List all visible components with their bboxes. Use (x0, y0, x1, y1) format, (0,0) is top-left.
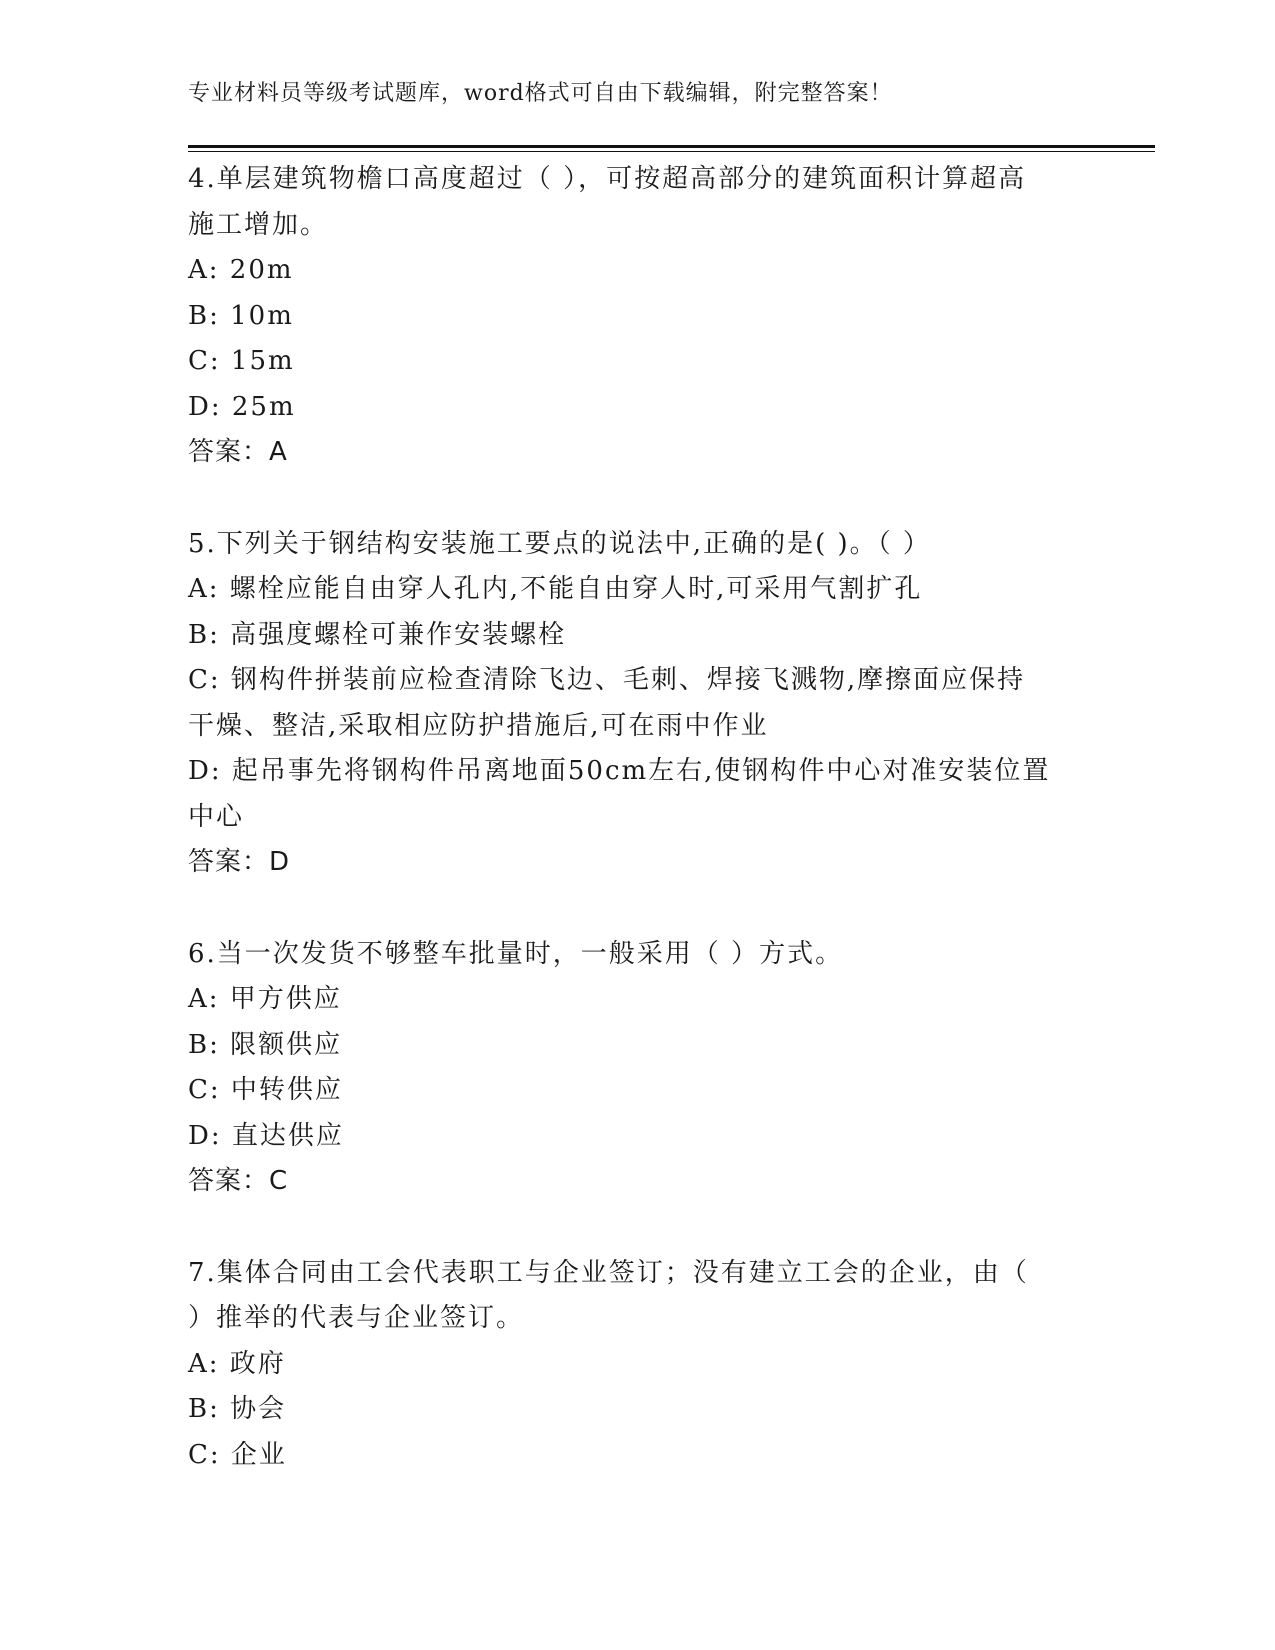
option-d: D: 起吊事先将钢构件吊离地面50cm左右,使钢构件中心对准安装位置 (188, 756, 1051, 786)
question-list (188, 157, 1088, 1524)
question-stem-continued: ）推举的代表与企业签订。 (188, 1303, 525, 1333)
answer-label: 答案：A (188, 437, 288, 467)
option-b: B: 10m (188, 300, 294, 331)
question-stem: 5.下列关于钢结构安装施工要点的说法中,正确的是( )。（ ） (188, 528, 931, 559)
option-d-continued: 中心 (188, 801, 245, 832)
option-c: C: 钢构件拼装前应检查清除飞边、毛刺、焊接飞溅物,摩擦面应保持 (188, 665, 1026, 695)
answer-label: 答案：C (188, 1166, 289, 1196)
option-d: D: 直达供应 (188, 1120, 344, 1151)
option-c: C: 中转供应 (188, 1075, 343, 1105)
question-stem: 6.当一次发货不够整车批量时，一般采用（ ）方式。 (188, 938, 844, 969)
option-a: A: 政府 (188, 1348, 286, 1379)
question-stem: 7.集体合同由工会代表职工与企业签订；没有建立工会的企业，由（ (188, 1257, 1029, 1288)
header-rule-thick (188, 145, 1155, 148)
option-b: B: 协会 (188, 1394, 287, 1424)
option-a: A: 20m (188, 255, 294, 285)
header-rule-thin (188, 151, 1155, 152)
question-7 (188, 1251, 1088, 1479)
question-stem: 4.单层建筑物檐口高度超过（ ），可按超高部分的建筑面积计算超高 (188, 164, 1027, 194)
option-c: C: 15m (188, 346, 295, 376)
answer-label: 答案：D (188, 847, 291, 877)
question-stem-continued: 施工增加。 (188, 209, 329, 240)
question-5 (188, 522, 1088, 886)
page-header-text: 专业材料员等级考试题库，word格式可自由下载编辑，附完整答案！ (188, 81, 893, 106)
option-a: A: 螺栓应能自由穿人孔内,不能自由穿人时,可采用气割扩孔 (188, 574, 923, 604)
option-c: C: 企业 (188, 1439, 287, 1470)
option-b: B: 高强度螺栓可兼作安装螺栓 (188, 619, 567, 650)
option-a: A: 甲方供应 (188, 984, 342, 1014)
option-c-continued: 干燥、整洁,采取相应防护措施后,可在雨中作业 (188, 710, 769, 741)
option-d: D: 25m (188, 391, 296, 422)
question-4 (188, 157, 1088, 476)
option-b: B: 限额供应 (188, 1029, 343, 1060)
question-6 (188, 932, 1088, 1205)
